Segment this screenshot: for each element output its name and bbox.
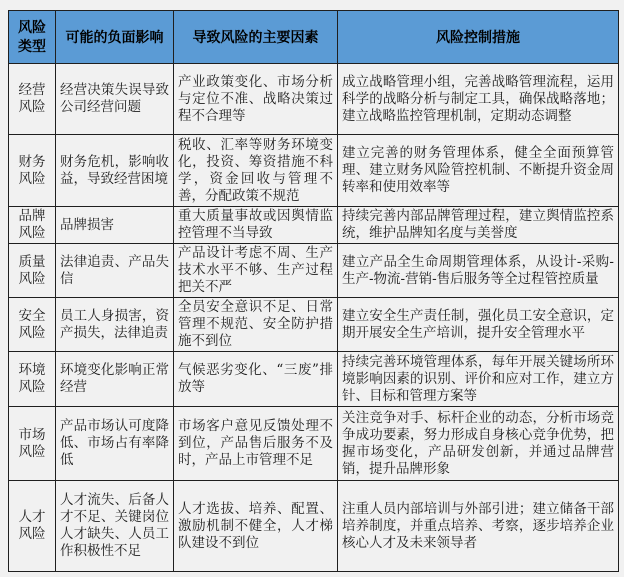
col-header-risk-type: 风险类型: [9, 11, 56, 64]
risk-type-cell: 市场风险: [9, 407, 56, 481]
risk-type-cell: 质量风险: [9, 244, 56, 298]
col-header-factors: 导致风险的主要因素: [174, 11, 338, 64]
controls-cell: 建立产品全生命周期管理体系，从设计-采购-生产-物流-营销-售后服务等全过程管控质量: [338, 244, 619, 298]
impact-cell: 人才流失、后备人才不足、关键岗位人才缺失、人员工作积极性不足: [56, 481, 174, 572]
factors-cell: 税收、汇率等财务环境变化，投资、筹资措施不科学，资金回收与管理不善，分配政策不规范: [174, 135, 338, 207]
table-row: [9, 298, 619, 352]
table-header: [9, 11, 619, 64]
table-row: [9, 64, 619, 135]
risk-type-cell: 人才风险: [9, 481, 56, 572]
controls-cell: 建立完善的财务管理体系，健全全面预算管理、建立财务风险管控机制、不断提升资金周转率和使用效率等: [338, 135, 619, 207]
factors-cell: 全员安全意识不足、日常管理不规范、安全防护措施不到位: [174, 298, 338, 352]
impact-cell: 法律追责、产品失信: [56, 244, 174, 298]
factors-cell: 产业政策变化、市场分析与定位不准、战略决策过程不合理等: [174, 64, 338, 135]
controls-cell: 建立安全生产责任制，强化员工安全意识，定期开展安全生产培训，提升安全管理水平: [338, 298, 619, 352]
risk-type-cell: 环境风险: [9, 352, 56, 407]
impact-cell: 环境变化影响正常经营: [56, 352, 174, 407]
impact-cell: 产品市场认可度降低、市场占有率降低: [56, 407, 174, 481]
table-row: [9, 244, 619, 298]
header-row: [9, 11, 619, 64]
table-row: [9, 352, 619, 407]
factors-cell: 气候恶劣变化、“三废”排放等: [174, 352, 338, 407]
table-row: [9, 135, 619, 207]
factors-cell: 人才选拔、培养、配置、激励机制不健全，人才梯队建设不到位: [174, 481, 338, 572]
impact-cell: 经营决策失误导致公司经营问题: [56, 64, 174, 135]
col-header-controls: 风险控制措施: [338, 11, 619, 64]
risk-type-cell: 经营风险: [9, 64, 56, 135]
controls-cell: 注重人员内部培训与外部引进；建立储备干部培养制度，并重点培养、考察，逐步培养企业核心人才及未来领导者: [338, 481, 619, 572]
impact-cell: 员工人身损害，资产损失，法律追责: [56, 298, 174, 352]
factors-cell: 市场客户意见反馈处理不到位，产品售后服务不及时，产品上市管理不足: [174, 407, 338, 481]
table-body: [9, 64, 619, 572]
risk-table: [8, 10, 619, 572]
factors-cell: 重大质量事故或因舆情监控管理不当导致: [174, 207, 338, 244]
controls-cell: 关注竞争对手、标杆企业的动态，分析市场竞争成功要素，努力形成自身核心竞争优势，把握市场变化，产品研发创新，并通过品牌营销，提升品牌形象: [338, 407, 619, 481]
table-row: [9, 481, 619, 572]
col-header-impact: 可能的负面影响: [56, 11, 174, 64]
impact-cell: 财务危机，影响收益，导致经营困境: [56, 135, 174, 207]
controls-cell: 持续完善环境管理体系，每年开展关键场所环境影响因素的识别、评价和应对工作，建立方针、目标和管理方案等: [338, 352, 619, 407]
impact-cell: 品牌损害: [56, 207, 174, 244]
risk-type-cell: 安全风险: [9, 298, 56, 352]
controls-cell: 持续完善内部品牌管理过程，建立舆情监控系统，维护品牌知名度与美誉度: [338, 207, 619, 244]
risk-type-cell: 品牌风险: [9, 207, 56, 244]
factors-cell: 产品设计考虑不周、生产技术水平不够、生产过程把关不严: [174, 244, 338, 298]
table-row: [9, 407, 619, 481]
controls-cell: 成立战略管理小组，完善战略管理流程，运用科学的战略分析与制定工具，确保战略落地；建立战略监控管理机制，定期动态调整: [338, 64, 619, 135]
risk-type-cell: 财务风险: [9, 135, 56, 207]
table-row: [9, 207, 619, 244]
